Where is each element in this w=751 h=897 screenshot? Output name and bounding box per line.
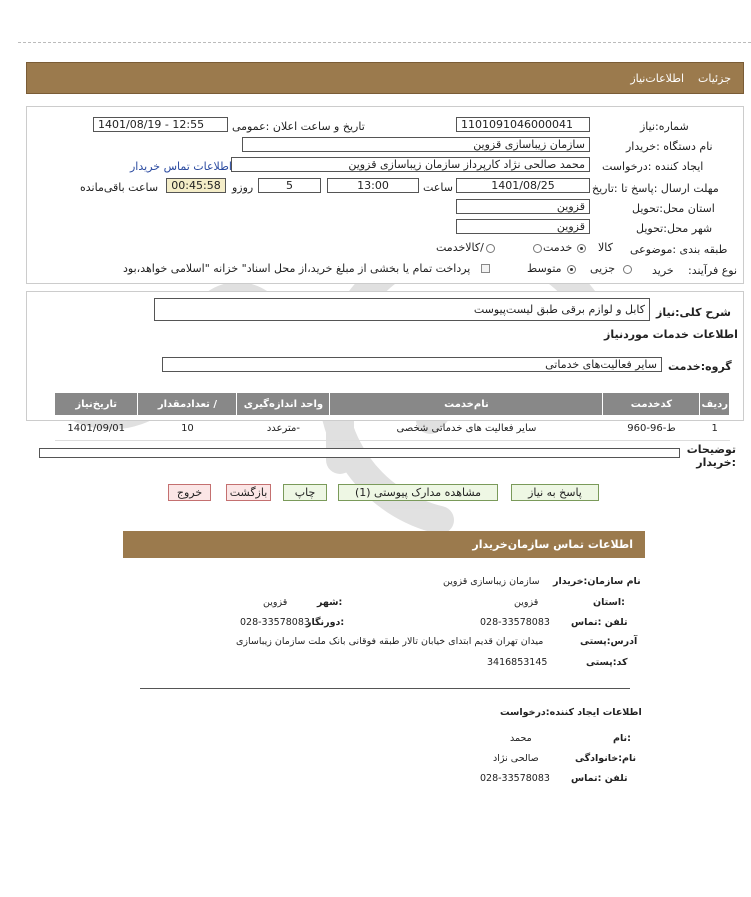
first-name-label: :نام bbox=[613, 733, 631, 744]
buyer-notes-field[interactable] bbox=[39, 448, 680, 458]
creator-phone-label: تلفن :تماس bbox=[571, 773, 628, 784]
breadcrumb-need-info[interactable]: اطلاعات‌نیاز bbox=[630, 72, 685, 85]
creator-phone-value: 028-33578083 bbox=[480, 773, 550, 784]
contact-header bbox=[123, 531, 645, 558]
city-field[interactable]: قزوین bbox=[456, 219, 590, 234]
treasury-payment-checkbox[interactable] bbox=[481, 264, 490, 273]
remaining-time-field: 00:45:58 bbox=[166, 178, 226, 193]
announce-date-field[interactable]: 1401/08/19 - 12:55 bbox=[93, 117, 228, 132]
process-medium-radio[interactable] bbox=[567, 265, 576, 274]
phone-value: 028-33578083 bbox=[480, 617, 550, 628]
fax-label: :دورنگار bbox=[306, 617, 345, 628]
province-field[interactable]: قزوین bbox=[456, 199, 590, 214]
process-medium-label: متوسط bbox=[527, 262, 562, 275]
col-row: ردیف bbox=[700, 393, 730, 416]
cell-code: ط-96-960 bbox=[603, 416, 700, 441]
state-value: قزوین bbox=[514, 597, 539, 608]
description-field[interactable]: کابل و لوازم برقی طبق لیست‌پیوست bbox=[154, 298, 650, 321]
process-label: نوع فرآیند: bbox=[688, 264, 738, 277]
category-service-radio[interactable] bbox=[533, 244, 542, 253]
need-number-field[interactable]: 1101091046000041 bbox=[456, 117, 590, 132]
last-name-value: صالحی نژاد bbox=[493, 753, 539, 764]
service-group-label: گروه:خدمت bbox=[668, 360, 732, 373]
buyer-notes-label: توضیحات :خریدار bbox=[686, 443, 736, 469]
table-row[interactable] bbox=[55, 416, 730, 441]
col-date: تاریخ‌نیاز bbox=[55, 393, 138, 416]
breadcrumb-details[interactable]: جزئیات bbox=[698, 72, 731, 85]
remaining-label: ساعت باقی‌مانده bbox=[80, 181, 159, 194]
cell-unit: -مترعدد bbox=[237, 416, 330, 441]
services-title: اطلاعات خدمات موردنیاز bbox=[604, 328, 738, 341]
deadline-time-field[interactable]: 13:00 bbox=[327, 178, 419, 193]
table-header-row bbox=[55, 393, 730, 416]
phone-label: تلفن :تماس bbox=[571, 617, 628, 628]
service-group-field[interactable]: سایر فعالیت‌های خدماتی bbox=[162, 357, 662, 372]
cell-name: سایر فعالیت های خدماتی شخصی bbox=[330, 416, 603, 441]
buyer-contact-link[interactable]: اطلاعات تماس خریدار bbox=[130, 160, 232, 173]
org-label: نام سازمان:خریدار bbox=[553, 576, 641, 587]
time-label: ساعت bbox=[423, 181, 453, 194]
creator-label: ایجاد کننده :درخواست bbox=[602, 160, 704, 173]
exit-button[interactable]: خروج bbox=[168, 484, 211, 501]
postal-label: کد:پستی bbox=[586, 657, 628, 668]
days-field[interactable]: 5 bbox=[258, 178, 321, 193]
description-label: شرح کلی:نیاز bbox=[656, 306, 731, 319]
postal-value: 3416853145 bbox=[487, 657, 548, 668]
buyer-org-label: نام دستگاه :خریدار bbox=[626, 140, 713, 153]
state-label: :استان bbox=[593, 597, 625, 608]
deadline-label: مهلت ارسال :پاسخ تا :تاریخ bbox=[592, 182, 719, 195]
top-divider bbox=[18, 42, 751, 43]
category-goods-radio[interactable] bbox=[577, 244, 586, 253]
city-label-contact: :شهر bbox=[317, 597, 343, 608]
category-service-label: خدمت bbox=[543, 241, 573, 254]
last-name-label: نام:خانوادگی bbox=[575, 753, 637, 764]
creator-field[interactable]: محمد صالحی نژاد کارپرداز سازمان زیباسازی قزوین bbox=[231, 157, 590, 172]
city-label: شهر محل:تحویل bbox=[636, 222, 713, 235]
category-goods-label: کالا bbox=[598, 241, 613, 254]
day-label: روزو bbox=[232, 181, 254, 194]
province-label: استان محل:تحویل bbox=[632, 202, 715, 215]
deadline-date-field[interactable]: 1401/08/25 bbox=[456, 178, 590, 193]
fax-value: 028-33578083 bbox=[240, 617, 310, 628]
category-label: طبقه بندی :موضوعی bbox=[630, 243, 728, 256]
address-value: میدان تهران قدیم ابتدای خیابان تالار طبقه فوقانی بانک ملت سازمان زیباسازی bbox=[236, 636, 544, 647]
reply-button[interactable]: پاسخ به نیاز bbox=[511, 484, 599, 501]
cell-date: 1401/09/01 bbox=[55, 416, 138, 441]
need-number-label: شماره:نیاز bbox=[640, 120, 689, 133]
col-qty: / تعدادمقدار bbox=[138, 393, 237, 416]
services-table bbox=[54, 392, 730, 441]
cell-row: 1 bbox=[700, 416, 730, 441]
org-value: سازمان زیباسازی قزوین bbox=[443, 576, 540, 587]
process-buy-label: خرید bbox=[652, 264, 674, 277]
process-small-label: جزیی bbox=[590, 262, 616, 275]
col-name: نام‌خدمت bbox=[330, 393, 603, 416]
section-divider bbox=[140, 688, 630, 689]
treasury-payment-note: پرداخت تمام یا بخشی از مبلغ خرید،از محل اسناد" خزانه "اسلامی خواهد،بود bbox=[123, 262, 471, 275]
announce-label: تاریخ و ساعت اعلان :عمومی bbox=[232, 120, 365, 133]
breadcrumb bbox=[26, 62, 744, 94]
process-small-radio[interactable] bbox=[623, 265, 632, 274]
category-both-radio[interactable] bbox=[486, 244, 495, 253]
print-button[interactable]: چاپ bbox=[283, 484, 327, 501]
address-label: آدرس:پستی bbox=[580, 636, 638, 647]
back-button[interactable]: بازگشت bbox=[226, 484, 271, 501]
view-attachments-button[interactable]: مشاهده مدارک پیوستی (1) bbox=[338, 484, 498, 501]
creator-info-title: اطلاعات ایجاد کننده:درخواست bbox=[500, 707, 642, 718]
col-code: کدخدمت bbox=[603, 393, 700, 416]
buyer-org-field[interactable]: سازمان زیباسازی قزوین bbox=[242, 137, 590, 152]
contact-title: اطلاعات تماس سازمان‌خریدار bbox=[472, 538, 633, 551]
first-name-value: محمد bbox=[510, 733, 532, 744]
category-both-label: /کالاخدمت bbox=[436, 241, 484, 254]
city-value-contact: قزوین bbox=[263, 597, 288, 608]
cell-qty: 10 bbox=[138, 416, 237, 441]
need-info-panel bbox=[26, 106, 744, 284]
col-unit: واحد اندازه‌گیری bbox=[237, 393, 330, 416]
